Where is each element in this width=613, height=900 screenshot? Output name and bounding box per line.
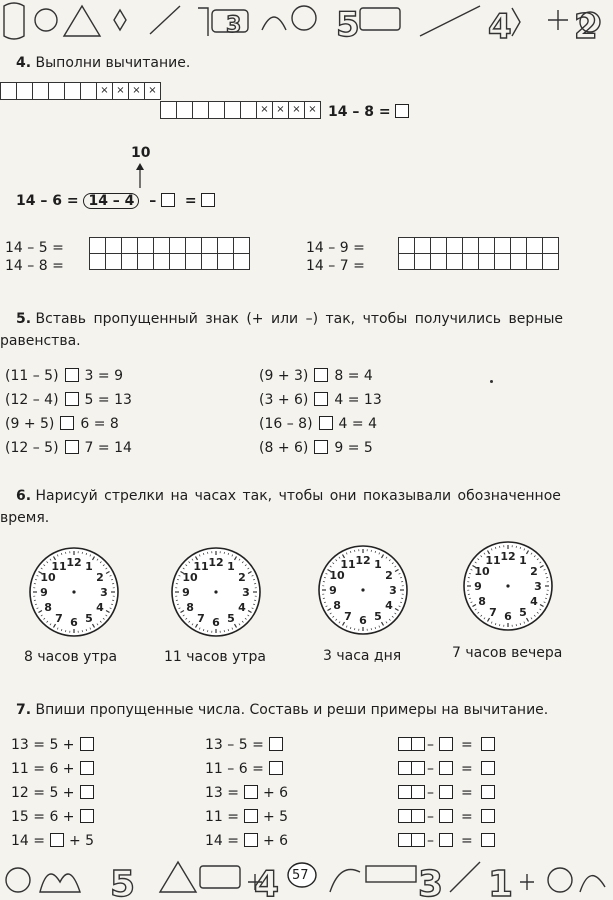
task7-number: 7. [16,702,32,718]
equals-sign: = [461,833,473,849]
grid-cell [177,102,193,119]
grid-cell [241,102,257,119]
grid-cell [65,83,81,100]
svg-text:5: 5 [110,864,136,900]
task7-col3-row-3 [398,785,495,800]
clock-number: 8 [333,599,341,612]
task5-eq-right-1-right: 8 = 4 [334,368,373,384]
clock-face-1[interactable] [24,542,124,642]
answer-box[interactable] [80,785,94,799]
task4-row-2: 14 – 8 = [5,258,64,274]
task4-decomposition [16,193,215,209]
clock-number: 2 [385,569,393,582]
grid-cell [145,83,161,100]
grid-cell [218,254,234,270]
svg-text:3: 3 [226,13,242,38]
task5-eq-left-2 [5,392,132,407]
svg-text:5: 5 [336,5,360,45]
grid-cell [106,238,122,254]
answer-box[interactable] [481,809,495,823]
grid-cell [431,254,447,270]
grid-cell [154,238,170,254]
clock-face-3[interactable] [313,540,413,640]
task7-col3-row-2 [398,761,495,776]
bottom-decorative-border [0,852,613,900]
task4-row-4: 14 – 7 = [306,258,365,274]
minus-sign: – [427,737,434,753]
clock-number: 10 [182,571,198,584]
task7-col2-row-2-left: 11 – 6 = [205,761,264,777]
answer-box[interactable] [411,761,425,775]
grid-cell [129,83,145,100]
clock-number: 10 [40,571,56,584]
task5-eq-right-2-right: 4 = 13 [334,392,382,408]
clock-number: 1 [519,554,527,568]
task5-number: 5. [16,311,32,327]
clock-number: 8 [44,601,52,614]
task4-text: Выполни вычитание. [35,55,191,71]
counting-strip-bottom [160,101,321,119]
grid-cell [543,254,559,270]
task4-heading [16,56,190,70]
answer-box[interactable] [269,737,283,751]
task7-col2-row-5-left: 14 = [205,833,239,849]
clock-number: 7 [197,611,205,625]
grid-cell [138,238,154,254]
decomp-minus: – [149,193,157,209]
grid-cell [495,238,511,254]
grid-cell [202,238,218,254]
answer-box[interactable] [439,785,453,799]
answer-box[interactable] [314,368,328,382]
task5-heading [16,312,563,326]
answer-box[interactable] [395,104,409,118]
svg-text:4: 4 [488,7,512,47]
task7-col1-row-1-left: 13 = 5 + [11,737,75,753]
minus-sign: – [427,809,434,825]
task7-col1-row-1 [11,737,99,752]
equals-sign: = [461,809,473,825]
answer-box[interactable] [60,416,74,430]
cross-mark: × [292,104,301,115]
task5-eq-left-4-left: (12 – 5) [5,440,59,456]
clock-number: 4 [238,601,246,614]
task5-eq-left-1-left: (11 – 5) [5,368,59,384]
cross-mark: × [132,85,141,96]
grid-cell [479,254,495,270]
task7-col1-row-3 [11,785,99,800]
clock-number: 3 [389,584,397,597]
task5-eq-right-4-left: (8 + 6) [259,440,309,456]
grid-cell [305,102,321,119]
task5-eq-left-4-right: 7 = 14 [84,440,132,456]
equals-sign: = [461,785,473,801]
answer-box[interactable] [411,809,425,823]
grid-cell [186,254,202,270]
clock-caption-2: 11 часов утра [164,649,266,665]
grid-cell [289,102,305,119]
clock-center [214,590,217,593]
task7-col1-row-5-left: 14 = [11,833,45,849]
clock-number: 11 [51,560,67,574]
answer-box[interactable] [161,193,175,207]
clock-face-2[interactable] [166,542,266,642]
clock-number: 9 [182,586,190,599]
task5-eq-left-2-left: (12 – 4) [5,392,59,408]
grid-cell [257,102,273,119]
task6-text-cont: время. [0,510,50,526]
grid-cell [97,83,113,100]
grid-cell [234,254,250,270]
answer-box[interactable] [65,440,79,454]
task5-eq-right-1-left: (9 + 3) [259,368,309,384]
task5-eq-left-1-right: 3 = 9 [84,368,123,384]
decomp-left: 14 – 6 = [16,193,79,209]
clock-number: 6 [70,616,78,629]
task5-text: Вставь пропущенный знак (+ или –) так, чтобы получились верные [35,311,564,327]
decomp-group [83,193,139,209]
answer-box[interactable] [398,833,412,847]
answer-box[interactable] [314,440,328,454]
grid-cell [463,254,479,270]
clock-number: 9 [40,586,48,599]
grid-cell [90,254,106,270]
grid-cell [399,238,415,254]
clock-number: 9 [329,584,337,597]
task5-eq-left-3-right: 6 = 8 [80,416,119,432]
clock-center [361,588,364,591]
answer-box[interactable] [481,785,495,799]
decomp-paren-text: 14 – 4 [88,193,135,209]
up-arrow-icon [132,162,148,190]
grid-cell [511,254,527,270]
answer-box[interactable] [439,809,453,823]
task5-eq-left-1 [5,368,123,383]
grid-cell [225,102,241,119]
task7-col1-row-3-left: 12 = 5 + [11,785,75,801]
answer-box[interactable] [439,833,453,847]
task5-eq-left-3-left: (9 + 5) [5,416,55,432]
answer-box[interactable] [80,737,94,751]
task6-number: 6. [16,488,32,504]
answer-box[interactable] [244,809,258,823]
task7-col1-row-5-right: + 5 [69,833,95,849]
grid-cell [33,83,49,100]
grid-cell [17,83,33,100]
clock-number: 7 [489,605,497,619]
minus-sign: – [427,785,434,801]
clock-number: 1 [227,560,235,574]
answer-box[interactable] [50,833,64,847]
clock-caption-4: 7 часов вечера [452,645,563,661]
task7-col2-row-4 [205,809,288,824]
grid-cell [1,83,17,100]
answer-box[interactable] [411,737,425,751]
grid-cell [511,238,527,254]
answer-box[interactable] [481,737,495,751]
clock-caption-3: 3 часа дня [323,648,402,664]
task5-eq-right-2-left: (3 + 6) [259,392,309,408]
task6-heading [16,489,561,503]
clock-center [72,590,75,593]
answer-box[interactable] [398,737,412,751]
task4-eq-top-text: 14 – 8 = [328,104,391,120]
cross-mark: × [100,85,109,96]
answer-box[interactable] [439,761,453,775]
grid-cell [495,254,511,270]
clock-number: 12 [500,550,516,563]
grid-cell [543,238,559,254]
task5-eq-right-3-left: (16 – 8) [259,416,313,432]
answer-grid-right[interactable] [398,237,559,270]
clock-number: 3 [534,580,542,593]
answer-box[interactable] [269,761,283,775]
clock-number: 5 [519,605,527,619]
cross-mark: × [308,104,317,115]
cross-mark: × [260,104,269,115]
clock-number: 6 [212,616,220,629]
page-number: 57 [292,868,309,883]
task7-col3-row-5 [398,833,495,848]
task7-col3-row-1 [398,737,495,752]
task7-text: Впиши пропущенные числа. Составь и реши примеры на вычитание. [35,702,549,718]
grid-cell [154,254,170,270]
task7-col2-row-4-left: 11 = [205,809,239,825]
clock-number: 8 [186,601,194,614]
answer-box[interactable] [481,761,495,775]
task5-eq-left-2-right: 5 = 13 [84,392,132,408]
equals-sign: = [461,761,473,777]
ten-label: 10 [131,145,151,161]
grid-cell [81,83,97,100]
answer-box[interactable] [398,809,412,823]
grid-cell [106,254,122,270]
grid-cell [447,238,463,254]
top-decorative-border [0,0,613,48]
ink-dot [490,380,493,383]
answer-box[interactable] [244,785,258,799]
clock-number: 12 [208,556,224,569]
clock-number: 1 [374,558,382,572]
grid-cell [447,254,463,270]
task7-col1-row-5 [11,833,94,848]
answer-box[interactable] [201,193,215,207]
grid-cell [170,254,186,270]
task7-col2-row-3 [205,785,288,800]
grid-cell [122,238,138,254]
task7-col1-row-2-left: 11 = 6 + [11,761,75,777]
task7-col2-row-3-right: + 6 [263,785,289,801]
grid-cell [113,83,129,100]
answer-box[interactable] [244,833,258,847]
answer-box[interactable] [398,761,412,775]
grid-cell [415,254,431,270]
answer-box[interactable] [65,368,79,382]
task5-eq-right-4 [259,440,373,455]
clock-number: 11 [193,560,209,574]
task7-col2-row-3-left: 13 = [205,785,239,801]
task5-text-cont: равенства. [0,333,81,349]
grid-cell [479,238,495,254]
clock-number: 6 [504,610,512,623]
grid-cell [193,102,209,119]
clock-number: 2 [238,571,246,584]
counting-strip-top [0,82,161,100]
clock-number: 9 [474,580,482,593]
equals-sign: = [461,737,473,753]
clock-number: 10 [474,565,490,578]
clock-number: 5 [374,609,382,623]
clock-number: 7 [344,609,352,623]
clock-number: 11 [485,554,501,568]
grid-cell [431,238,447,254]
grid-cell [186,238,202,254]
answer-box[interactable] [314,392,328,406]
decomp-eq: = [184,193,197,209]
task7-col2-row-1 [205,737,288,752]
grid-cell [463,238,479,254]
clock-number: 8 [478,595,486,608]
task7-heading [16,703,548,717]
task5-eq-left-4 [5,440,132,455]
clock-face-4[interactable] [458,536,558,636]
task7-col2-row-1-left: 13 – 5 = [205,737,264,753]
svg-text:2: 2 [574,7,598,47]
grid-cell [138,254,154,270]
grid-cell [90,238,106,254]
task4-row-3: 14 – 9 = [306,240,365,256]
clock-number: 6 [359,614,367,627]
task7-col2-row-4-right: + 5 [263,809,289,825]
clock-number: 4 [385,599,393,612]
task5-eq-right-3-right: 4 = 4 [338,416,377,432]
svg-text:3: 3 [418,864,444,900]
clock-number: 4 [530,595,538,608]
clock-number: 12 [355,554,371,567]
clock-number: 10 [329,569,345,582]
grid-cell [273,102,289,119]
task7-col1-row-4 [11,809,99,824]
grid-cell [122,254,138,270]
task5-eq-left-3 [5,416,119,431]
clock-number: 2 [96,571,104,584]
clock-number: 3 [242,586,250,599]
answer-box[interactable] [80,761,94,775]
grid-cell [527,254,543,270]
answer-box[interactable] [65,392,79,406]
clock-number: 12 [66,556,82,569]
task5-eq-right-4-right: 9 = 5 [334,440,373,456]
task7-col1-row-4-left: 15 = 6 + [11,809,75,825]
clock-number: 2 [530,565,538,578]
grid-cell [399,254,415,270]
task4-row-1: 14 – 5 = [5,240,64,256]
answer-box[interactable] [411,785,425,799]
clock-center [506,584,509,587]
task5-eq-right-1 [259,368,373,383]
task7-col1-row-2 [11,761,99,776]
grid-cell [527,238,543,254]
clock-number: 1 [85,560,93,574]
cross-mark: × [148,85,157,96]
task5-eq-right-2 [259,392,382,407]
answer-box[interactable] [319,416,333,430]
task5-eq-right-3 [259,416,377,431]
grid-cell [415,238,431,254]
clock-number: 5 [227,611,235,625]
answer-box[interactable] [481,833,495,847]
answer-box[interactable] [80,809,94,823]
grid-cell [49,83,65,100]
clock-caption-1: 8 часов утра [24,649,118,665]
svg-text:4: 4 [254,864,280,900]
task7-col2-row-5-right: + 6 [263,833,289,849]
task7-col2-row-5 [205,833,288,848]
minus-sign: – [427,833,434,849]
cross-mark: × [116,85,125,96]
answer-box[interactable] [398,785,412,799]
grid-cell [202,254,218,270]
svg-text:1: 1 [488,864,514,900]
clock-number: 7 [55,611,63,625]
grid-cell [218,238,234,254]
clock-number: 11 [340,558,356,572]
clock-number: 4 [96,601,104,614]
task4-number: 4. [16,55,32,71]
grid-cell [161,102,177,119]
grid-cell [209,102,225,119]
answer-box[interactable] [439,737,453,751]
task7-col3-row-4 [398,809,495,824]
grid-cell [234,238,250,254]
answer-grid-left[interactable] [89,237,250,270]
clock-number: 5 [85,611,93,625]
task6-text: Нарисуй стрелки на часах так, чтобы они показывали обозначенное [35,488,561,504]
task7-col2-row-2 [205,761,288,776]
grid-cell [170,238,186,254]
task4-eq-top [328,104,409,119]
minus-sign: – [427,761,434,777]
answer-box[interactable] [411,833,425,847]
cross-mark: × [276,104,285,115]
clock-number: 3 [100,586,108,599]
